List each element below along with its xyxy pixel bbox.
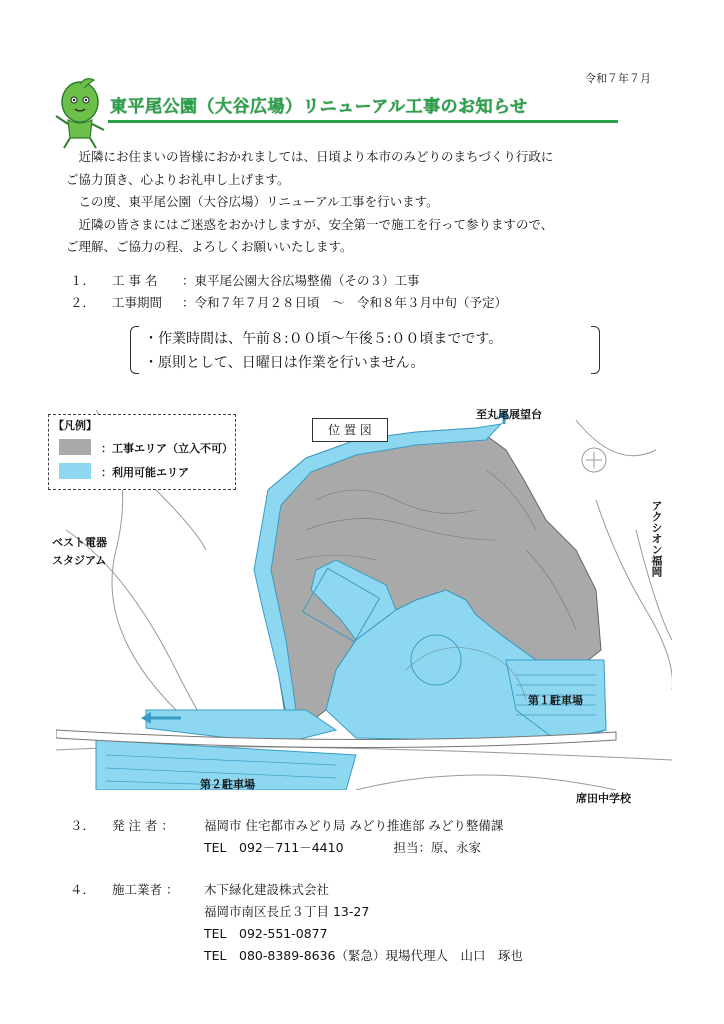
map-legend: [48, 414, 236, 490]
mascot-leaf-character: [50, 78, 108, 150]
contractor-tel: TEL 092-551-0877: [204, 926, 328, 941]
legend-label-construction: ：工事エリア（立入不可）: [101, 442, 233, 455]
contractor-section: [70, 880, 329, 898]
label-stadium-line1: ベスト電器: [52, 536, 107, 549]
label-school: 席田中学校: [576, 792, 631, 805]
contractor-address: 福岡市南区長丘３丁目 13-27: [204, 904, 370, 919]
page-title: 東平尾公園（大谷広場）リニューアル工事のお知らせ: [110, 97, 528, 117]
map-title: 位 置 図: [312, 418, 388, 442]
item-number: ４．: [70, 882, 96, 897]
item-value: ：東平尾公園大谷広場整備（その３）工事: [182, 273, 420, 288]
orderer-name: 福岡市 住宅都市みどり局 みどり推進部 みどり整備課: [204, 818, 504, 833]
label-north: 至丸尾展望台: [476, 408, 542, 421]
item-value: ：令和７年７月２８日頃 ～ 令和８年３月中旬（予定）: [182, 295, 508, 310]
item-number: ３．: [70, 818, 96, 833]
item-project-name: [70, 271, 420, 289]
contractor-emergency-tel: TEL 080-8389-8636（緊急）現場代理人 山口 琢也: [204, 948, 524, 963]
item-label: 工事期間: [112, 295, 163, 310]
legend-title: 【凡例】: [53, 419, 97, 432]
intro-line: ご協力頂き、心よりお礼申し上げます。: [66, 171, 290, 187]
legend-label-available: ：利用可能エリア: [101, 466, 189, 479]
intro-line: 近隣にお住まいの皆様におかれましては、日頃より本市のみどりのまちづくり行政に: [66, 149, 554, 164]
orderer-tel: TEL 092－711－4410 担当：原、永家: [204, 840, 482, 855]
note-line: ・作業時間は、午前８:００頃～午後５:００頃までです。: [144, 331, 503, 347]
bracket-left: [130, 326, 139, 374]
item-period: [70, 293, 507, 311]
note-line: ・原則として、日曜日は作業を行いません。: [144, 355, 425, 371]
intro-line: この度、東平尾公園（大谷広場）リニューアル工事を行います。: [66, 194, 439, 209]
legend-swatch-available: [59, 463, 91, 479]
label-parking-1: 第１駐車場: [528, 694, 583, 707]
label-axion-fukuoka: アクシオン福岡: [650, 500, 663, 577]
intro-line: 近隣の皆さまにはご迷惑をおかけしますが、安全第一で施工を行って参りますので、: [66, 216, 554, 232]
item-label: 施工業者 ：: [112, 882, 179, 897]
label-parking-2: 第２駐車場: [200, 778, 255, 791]
intro-line: ご理解、ご協力の程、よろしくお願いいたします。: [66, 239, 353, 254]
item-number: ２．: [70, 295, 96, 310]
title-underline: [108, 120, 618, 123]
work-hours-note: [130, 322, 600, 378]
legend-swatch-construction: [59, 439, 91, 455]
item-number: １．: [70, 273, 96, 288]
item-label: 発 注 者 ：: [112, 818, 174, 833]
intro-text: [66, 146, 666, 259]
notice-date: 令和７年７月: [585, 72, 651, 85]
contractor-name: 木下緑化建設株式会社: [204, 882, 330, 897]
orderer-section: [70, 816, 503, 834]
label-stadium-line2: スタジアム: [52, 554, 107, 567]
item-label: 工 事 名: [112, 273, 158, 288]
bracket-right: [591, 326, 600, 374]
